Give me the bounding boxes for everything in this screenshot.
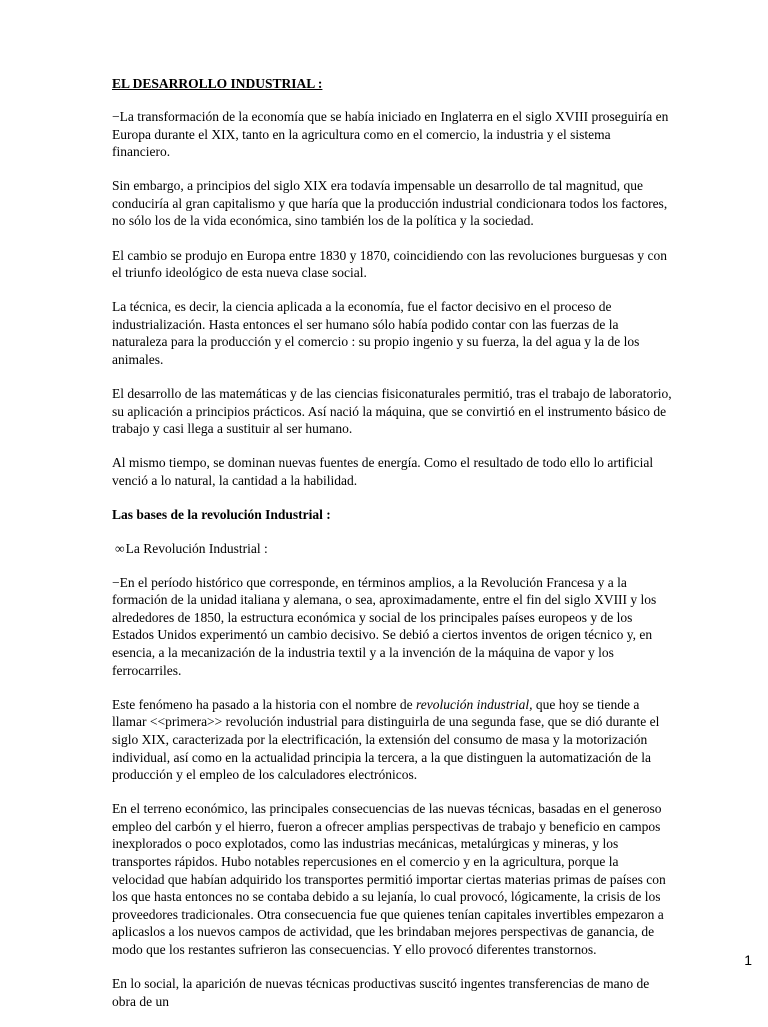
- paragraph-technique: La técnica, es decir, la ciencia aplicada a la economía, fue el factor decisivo en el proceso de industrialización. Hasta entonces el ser humano sólo había podido contar con las fuerzas de la naturaleza para la producción y el comercio : su propio ingenio y su fuerza, la del agua y la de los animales.: [112, 299, 640, 368]
- paragraph-phenomenon: [112, 696, 672, 784]
- paragraph-sciences: El desarrollo de las matemáticas y de las ciencias fisiconaturales permitió, tras el trabajo de laboratorio, su aplicación a principios prácticos. Así nació la máquina, que se convirtió en el instrumento básico de trabajo y casi llega a sustituir al ser humano.: [112, 386, 672, 437]
- section-heading: Las bases de la revolución Industrial :: [112, 507, 331, 523]
- phenomenon-text-before: Este fenómeno ha pasado a la historia con el nombre de: [112, 696, 417, 712]
- infinity-bullet-icon: ∞: [115, 540, 125, 556]
- document-title: EL DESARROLLO INDUSTRIAL :: [112, 76, 323, 91]
- paragraph-economic: En el terreno económico, las principales consecuencias de las nuevas técnicas, basadas en el generoso empleo del carbón y el hierro, fueron a ofrecer amplias perspectivas de trabajo y beneficio en campos inexplorados o poco explotados, como las industrias mecánicas, metalúrgicas y mineras, y los transportes rápidos. Hubo notables repercusiones en el comercio y en la agricultura, porque la velocidad que habían adquirido los transportes permitió importar ciertas materias primas de países con los que hasta entonces no se contaba debido a su lejanía, lo cual provocó, lógicamente, la crisis de los proveedores tradicionales. Otra consecuencia fue que quienes tenían capitales invertibles empezaron a aplicaslos a los nuevos campos de actividad, que les brindaban mejores perspectivas de ganancia, de modo que los restantes sufrieron las consecuencias. Y ello provocó diferentes transtornos.: [112, 801, 666, 957]
- document-page: [112, 75, 672, 1027]
- phenomenon-text-after: que hoy se tiende a llamar <<primera>> revolución industrial para distinguirla de una segunda fase, que se dió durante el siglo XIX, caracterizada por la electrificación, la extensión del consumo de masa y la motorización individual, así como en la actualidad principia la tercera, a la que distinguen la automatización de la producción y el empleo de los calculadores electrónicos.: [112, 696, 660, 783]
- paragraph-change-1830-1870: El cambio se produjo en Europa entre 1830 y 1870, coincidiendo con las revoluciones burguesas y con el triunfo ideológico de esta nueva clase social.: [112, 247, 667, 281]
- paragraph-capitalism: Sin embargo, a principios del siglo XIX era todavía impensable un desarrollo de tal magnitud, que conduciría al gran capitalismo y que haría que la producción industrial condicionara todos los factores, no sólo los de la vida económica, sino también los de la política y la sociedad.: [112, 178, 668, 229]
- bullet-text: La Revolución Industrial :: [125, 540, 268, 556]
- phenomenon-emphasis: revolución industrial,: [416, 696, 533, 712]
- bullet-item: [115, 540, 672, 558]
- paragraph-energy: Al mismo tiempo, se dominan nuevas fuentes de energía. Como el resultado de todo ello lo artificial venció a lo natural, la cantidad a la habilidad.: [112, 455, 654, 488]
- paragraph-transformation: −La transformación de la economía que se había iniciado en Inglaterra en el siglo XVIII proseguiría en Europa durante el XIX, tanto en la agricultura como en el comercio, la industria y el sistema financiero.: [112, 109, 669, 160]
- paragraph-historical-period: −En el período histórico que corresponde, en términos amplios, a la Revolución Francesa y a la formación de la unidad italiana y alemana, o sea, aproximadamente, entre el fin del siglo XVIII y los alrededores de 1850, la estructura económica y social de los principales países europeos y de los Estados Unidos experimentó un cambio decisivo. Se debió a ciertos inventos de origen técnico y, en esencia, a la mecanización de la industria textil y a la invención de la máquina de vapor y los ferrocarriles.: [112, 574, 657, 678]
- page-number: 1: [744, 952, 752, 968]
- paragraph-social: En lo social, la aparición de nuevas técnicas productivas suscitó ingentes transferencias de mano de obra de un: [112, 976, 650, 1009]
